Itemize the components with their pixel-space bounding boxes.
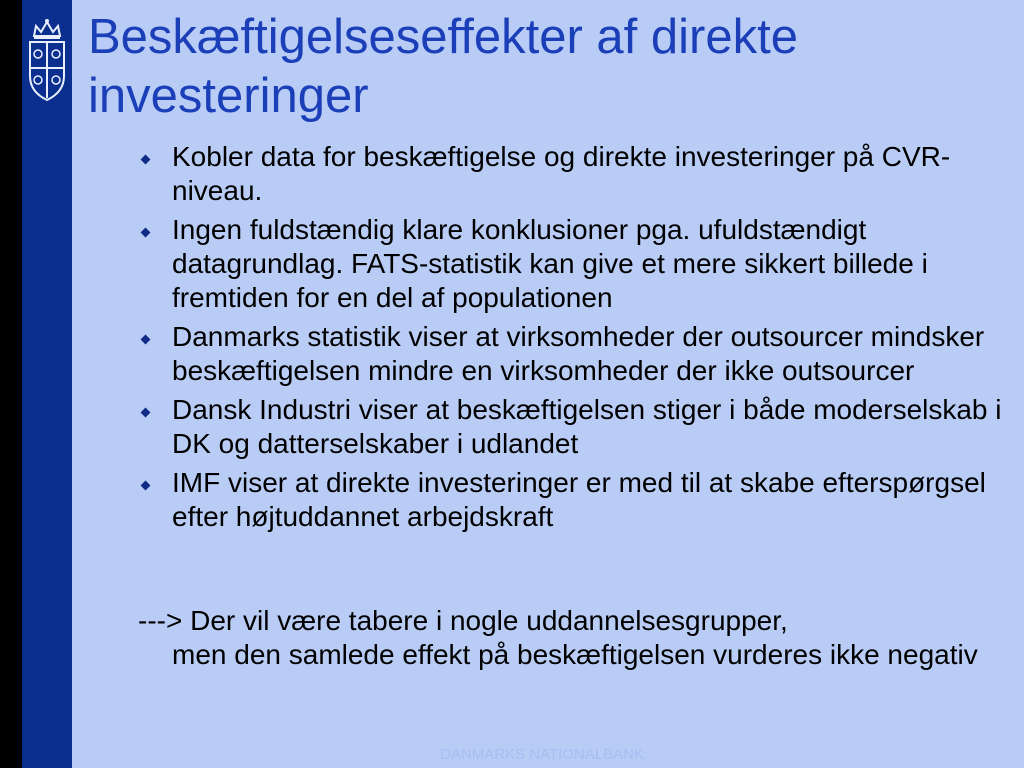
diamond-bullet-icon: [141, 335, 151, 345]
left-black-strip: [0, 0, 22, 768]
bullet-text: Kobler data for beskæftigelse og direkte investeringer på CVR-niveau.: [172, 141, 951, 206]
bullet-item: [140, 213, 1010, 315]
diamond-bullet-icon: [141, 155, 151, 165]
bullet-list: [140, 140, 1010, 539]
diamond-bullet-icon: [141, 228, 151, 238]
diamond-bullet-icon: [141, 481, 151, 491]
bullet-item: [140, 393, 1010, 461]
slide-title: Beskæftigelseseffekter af direkte investeringer: [88, 10, 798, 123]
bullet-text: Ingen fuldstændig klare konklusioner pga. ufuldstændigt datagrundlag. FATS-statistik kan give et mere sikkert billede i fremtiden for en del af populationen: [172, 214, 928, 313]
conclusion-continuation: men den samlede effekt på beskæftigelsen vurderes ikke negativ: [172, 639, 978, 670]
left-blue-band: [22, 0, 72, 768]
bullet-item: [140, 140, 1010, 208]
royal-coat-of-arms-icon: [26, 16, 68, 104]
bullet-item: [140, 466, 1010, 534]
bullet-item: [140, 320, 1010, 388]
conclusion-first-line: ---> Der vil være tabere i nogle uddannelsesgrupper,: [138, 605, 788, 636]
diamond-bullet-icon: [141, 408, 151, 418]
bullet-text: Danmarks statistik viser at virksomheder der outsourcer mindsker beskæftigelsen mindre en virksomheder der ikke outsourcer: [172, 321, 985, 386]
conclusion-paragraph: [138, 604, 1008, 672]
bullet-text: IMF viser at direkte investeringer er med til at skabe efterspørgsel efter højtuddannet arbejdskraft: [172, 467, 986, 532]
footer-brand: DANMARKS NATIONALBANK: [440, 746, 644, 763]
bullet-text: Dansk Industri viser at beskæftigelsen stiger i både moderselskab i DK og datterselskaber i udlandet: [172, 394, 1002, 459]
